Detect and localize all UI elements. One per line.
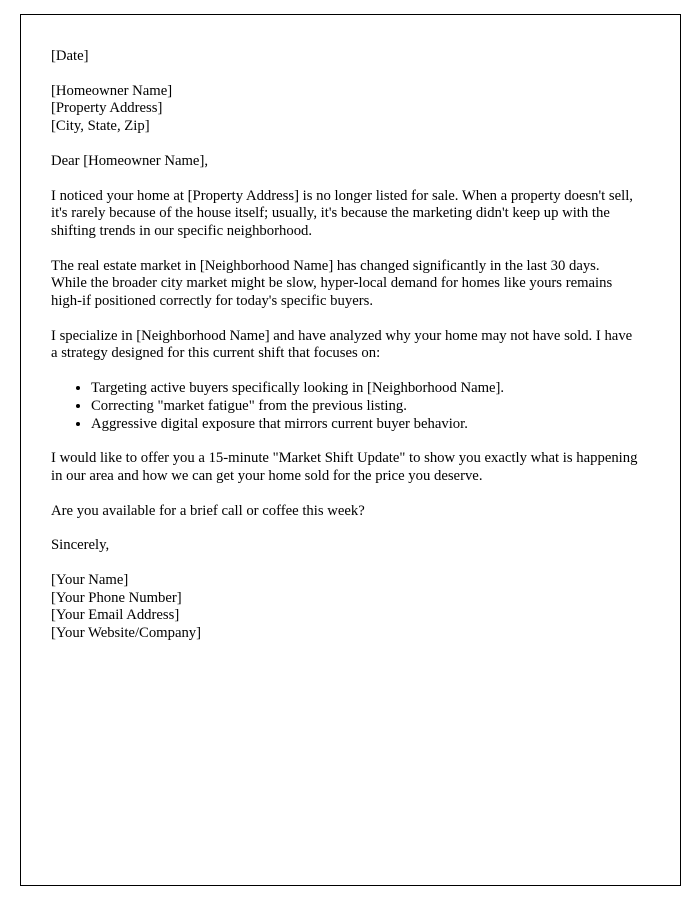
paragraph-market-shift: The real estate market in [Neighborhood Name] has changed significantly in the last 30 days. While the broader city market might be slow, hyper-local demand for homes like yours remains high-if positioned correctly for today's specific buyers. [51,257,613,310]
letter-date: [Date] [51,48,89,64]
signoff: Sincerely, [51,537,110,554]
signature-website: [Your Website/Company] [51,625,202,642]
paragraph-intro: I noticed your home at [Property Address] is no longer listed for sale. When a property doesn't sell, it's rarely because of the house itself; usually, it's because the marketing didn't keep up with the shifting trends in our specific neighborhood. [51,187,633,239]
salutation: Dear [Homeowner Name], [51,152,209,169]
letter-page [20,14,681,886]
signature-name: [Your Name] [51,572,129,589]
recipient-city-state-zip: [City, State, Zip] [51,118,150,135]
bullet-item-targeting: • Targeting active buyers specifically looking in [Neighborhood Name]. [91,380,638,398]
signature-phone: [Your Phone Number] [51,589,182,606]
recipient-name: [Homeowner Name] [51,82,173,99]
bullet-item-market-fatigue: • Correcting "market fatigue" from the previous listing. [91,398,638,416]
paragraph-offer: I would like to offer you a 15-minute "Market Shift Update" to show you exactly what is happening in our area and how we can get your home sold for the price you deserve. [51,450,638,484]
paragraph-call-to-action: Are you available for a brief call or coffee this week? [51,502,365,519]
strategy-bullet-list [51,380,638,433]
recipient-block [51,83,638,136]
signature-block [51,572,638,643]
paragraph-specialize: I specialize in [Neighborhood Name] and have analyzed why your home may not have sold. I have a strategy designed for this current shift that focuses on: [51,327,633,362]
signature-email: [Your Email Address] [51,607,180,624]
bullet-item-digital-exposure: • Aggressive digital exposure that mirrors current buyer behavior. [91,416,638,434]
recipient-address: [Property Address] [51,100,163,117]
